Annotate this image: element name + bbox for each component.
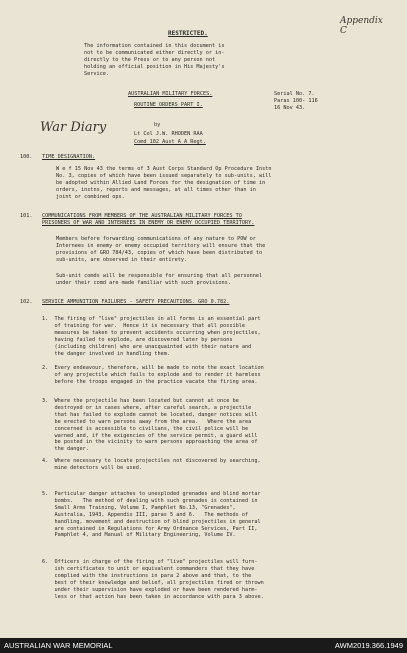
command: Comd 102 Aust A A Regt. — [134, 139, 206, 145]
restricted-marking: RESTRICTED. — [168, 30, 208, 37]
security-warning: The information contained in this document is not to be communicated either directly or in- directly to the Press or to any person not holding an official position in His Majesty's Service. — [84, 43, 225, 77]
list-item: 5. Particular danger attaches to unexploded grenades and blind mortar bombs. The method of dealing with such grenades is contained in Small Arms Training, Volume I, Pamphlet No.13, "Grenades", Australia, 1943, Appendix III, paras 5 and 6. The methods of handling, movement and destruction of blind projectiles in general are contained in Regulations for Army Ordnance Services, Part II, Pamphlet 4, and Manual of Military Engineering, Volume IV. — [42, 491, 261, 539]
section-paragraph: Members before forwarding communications of any nature to POW or Internees in enemy or enemy occupied territory will ensure that the provisions of GRO 784/43, copies of which have been distributed to sub-units, are observed in their entirety. — [56, 236, 266, 263]
war-diary-annotation: War Diary — [40, 120, 107, 135]
section-heading: COMMUNICATIONS FROM MEMBERS OF THE AUSTRALIAN MILITARY FORCES TO PRISONERS OF WAR AND INTERNEES IN ENEMY OR ENEMY OCCUPIED TERRITORY. — [42, 213, 255, 226]
section-heading: SERVICE AMMUNITION FAILURES - SAFETY PRECAUTIONS. GRO 0.782. — [42, 299, 230, 305]
archive-footer — [0, 638, 407, 653]
section-paragraph: W e f 15 Nov 43 the terms of 3 Aust Corps Standard Op Procedure Instn No. 3, copies of which have been issued separately to sub-units, will be adopted within Allied Land Forces for the designation of time in orders, instns, reports and messages, at all times other than in joint or combined ops. — [56, 166, 272, 200]
section-number: 101. — [20, 213, 33, 219]
handwritten-appendix-note: Appendix C — [340, 16, 383, 36]
by-label: by — [154, 122, 161, 128]
list-item: 4. Where necessary to locate projectiles not discovered by searching, mine detectors will be used. — [42, 458, 261, 471]
footer-reference: AWM2019.366.1949 — [334, 641, 403, 650]
signatory: Lt Col J.W. RHODEN RAA — [134, 131, 203, 137]
list-item: 6. Officers in charge of the firing of "live" projectiles will furn- ish certificates to unit or equivalent commanders that they have complied with the instructions in para 2 above and that, to the best of their knowledge and belief, all projectiles fired or thrown under their supervision have exploded or have been rendered harm- less or that action has been taken in accordance with para 3 above. — [42, 559, 264, 600]
serial-info: Serial No. 7. Paras 100- 116 16 Nov 43. — [274, 91, 318, 111]
section-number: 100. — [20, 154, 33, 160]
section-number: 102. — [20, 299, 33, 305]
section-paragraph: Sub-unit comds will be responsible for ensuring that all personnel under their comd are made familiar with such provisions. — [56, 273, 263, 286]
footer-institution: AUSTRALIAN WAR MEMORIAL — [4, 641, 113, 650]
list-item: 2. Every endeavour, therefore, will be made to note the exact location of any projectile which fails to explode and to render it harmless before the troops engaged in the practice vacate the firing area. — [42, 365, 264, 385]
list-item: 3. Where the projectile has been located but cannot at once be destroyed or in cases where, after careful search, a projectile that has failed to explode cannot be located, danger notices will be erected to warn persons away from the area. Where the area concerned is accessible to civilians, the civil police will be warned and, if the exigencies of the service permit, a guard will be posted in the vicinity to warn persons approaching the area of the danger. — [42, 398, 258, 453]
document-title: AUSTRALIAN MILITARY FORCES. — [128, 91, 213, 97]
section-heading: TIME DESIGNATION. — [42, 154, 96, 160]
routine-orders-heading: ROUTINE ORDERS PART I. — [134, 102, 203, 108]
list-item: 1. The firing of "live" projectiles in all forms is an essential part of training for war. Hence it is necessary that all possible measures be taken to prevent accidents occurring when projectiles, having failed to explode, are discovered later by persons (including children) who are unacquainted with their nature and the danger involved in handling them. — [42, 316, 261, 357]
